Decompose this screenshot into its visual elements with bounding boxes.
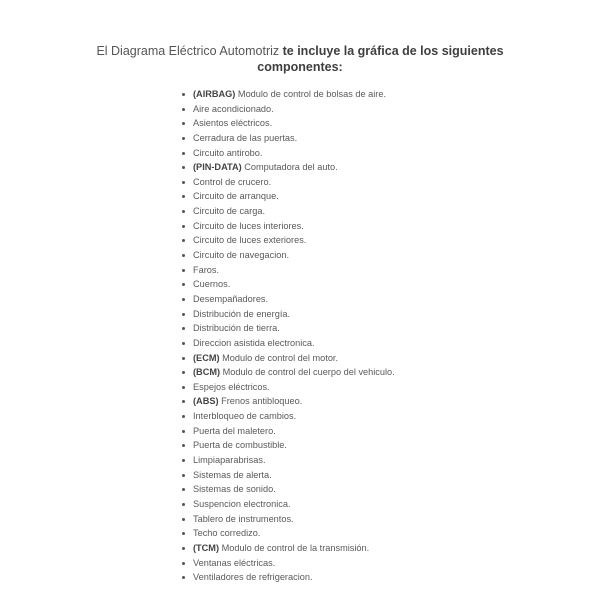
bullet-icon: [182, 415, 185, 418]
list-item: [180, 219, 395, 234]
list-item: [180, 146, 395, 161]
component-code: (ECM): [193, 352, 220, 363]
bullet-icon: [182, 547, 185, 550]
bullet-icon: [182, 444, 185, 447]
component-text: Suspencion electronica.: [193, 498, 291, 509]
component-text: Limpiaparabrisas.: [193, 455, 266, 466]
bullet-icon: [182, 576, 185, 579]
heading-bold-text: te incluye la gráfica de los siguientes componentes:: [257, 44, 504, 74]
bullet-icon: [182, 108, 185, 111]
component-text: Distribución de energía.: [193, 308, 291, 319]
component-code: (BCM): [193, 367, 221, 378]
component-text: Tablero de instrumentos.: [193, 513, 294, 524]
component-text: Puerta de combustible.: [193, 440, 287, 451]
component-text: Circuito de arranque.: [193, 191, 279, 202]
bullet-icon: [182, 474, 185, 477]
component-text: Ventanas eléctricas.: [193, 557, 276, 568]
component-list: [180, 87, 395, 585]
list-item: [180, 541, 395, 556]
bullet-icon: [182, 488, 185, 491]
component-text: Modulo de control de la transmisión.: [219, 542, 370, 553]
list-item: [180, 248, 395, 263]
bullet-icon: [182, 195, 185, 198]
bullet-icon: [182, 327, 185, 330]
component-text: Computadora del auto.: [241, 162, 338, 173]
heading-normal-text: El Diagrama Eléctrico Automotriz: [96, 44, 283, 58]
bullet-icon: [182, 283, 185, 286]
component-text: Circuito de luces interiores.: [193, 220, 304, 231]
bullet-icon: [182, 93, 185, 96]
bullet-icon: [182, 137, 185, 140]
list-item: [180, 438, 395, 453]
bullet-icon: [182, 254, 185, 257]
component-code: (AIRBAG): [193, 89, 236, 99]
list-item: [180, 482, 395, 497]
list-item: [180, 497, 395, 512]
component-text: Espejos eléctricos.: [193, 381, 270, 392]
component-text: Aire acondicionado.: [193, 103, 274, 114]
list-item: [180, 102, 395, 117]
bullet-icon: [182, 357, 185, 360]
bullet-icon: [182, 152, 185, 155]
component-text: Frenos antibloqueo.: [218, 396, 303, 407]
list-item: [180, 292, 395, 307]
bullet-icon: [182, 181, 185, 184]
component-text: Cuernos.: [193, 279, 231, 290]
component-text: Ventiladores de refrigeracion.: [193, 572, 313, 583]
bullet-icon: [182, 342, 185, 345]
component-text: Modulo de control de bolsas de aire.: [235, 89, 387, 99]
list-item: [180, 233, 395, 248]
list-item: [180, 160, 395, 175]
bullet-icon: [182, 239, 185, 242]
bullet-icon: [182, 459, 185, 462]
component-text: Distribución de tierra.: [193, 323, 280, 334]
bullet-icon: [182, 371, 185, 374]
component-text: Modulo de control del cuerpo del vehiculo.: [220, 367, 395, 378]
component-text: Circuito de luces exteriores.: [193, 235, 307, 246]
list-item: [180, 512, 395, 527]
bullet-icon: [182, 532, 185, 535]
list-item: [180, 424, 395, 439]
list-item: [180, 394, 395, 409]
bullet-icon: [182, 430, 185, 433]
component-text: Faros.: [193, 264, 220, 275]
bullet-icon: [182, 518, 185, 521]
component-text: Sistemas de alerta.: [193, 469, 272, 480]
bullet-icon: [182, 503, 185, 506]
bullet-icon: [182, 269, 185, 272]
bullet-icon: [182, 298, 185, 301]
bullet-icon: [182, 313, 185, 316]
component-text: Desempañadores.: [193, 293, 269, 304]
page-heading: [60, 43, 540, 75]
list-item: [180, 365, 395, 380]
component-text: Techo corredizo.: [193, 528, 261, 539]
bullet-icon: [182, 122, 185, 125]
component-code: (ABS): [193, 396, 219, 407]
component-text: Control de crucero.: [193, 176, 272, 187]
component-text: Direccion asistida electronica.: [193, 337, 315, 348]
list-item: [180, 307, 395, 322]
list-item: [180, 175, 395, 190]
list-item: [180, 556, 395, 571]
list-item: [180, 204, 395, 219]
list-item: [180, 189, 395, 204]
component-text: Interbloqueo de cambios.: [193, 411, 297, 422]
list-item: [180, 351, 395, 366]
bullet-icon: [182, 562, 185, 565]
bullet-icon: [182, 400, 185, 403]
list-item: [180, 131, 395, 146]
list-item: [180, 468, 395, 483]
list-item: [180, 116, 395, 131]
list-item: [180, 321, 395, 336]
component-text: Asientos eléctricos.: [193, 118, 273, 129]
bullet-icon: [182, 166, 185, 169]
list-item: [180, 570, 395, 585]
component-text: Modulo de control del motor.: [219, 352, 339, 363]
component-text: Circuito de navegacion.: [193, 250, 290, 261]
component-code: (TCM): [193, 542, 220, 553]
list-item: [180, 336, 395, 351]
list-item: [180, 453, 395, 468]
bullet-icon: [182, 210, 185, 213]
list-item: [180, 277, 395, 292]
component-text: Circuito de carga.: [193, 206, 266, 217]
list-item: [180, 263, 395, 278]
bullet-icon: [182, 386, 185, 389]
bullet-icon: [182, 225, 185, 228]
list-item: [180, 87, 395, 102]
list-item: [180, 526, 395, 541]
list-item: [180, 409, 395, 424]
component-text: Puerta del maletero.: [193, 425, 276, 436]
component-text: Circuito antirobo.: [193, 147, 263, 158]
component-text: Sistemas de sonido.: [193, 484, 276, 495]
list-item: [180, 380, 395, 395]
component-code: (PIN-DATA): [193, 162, 242, 173]
component-text: Cerradura de las puertas.: [193, 132, 298, 143]
